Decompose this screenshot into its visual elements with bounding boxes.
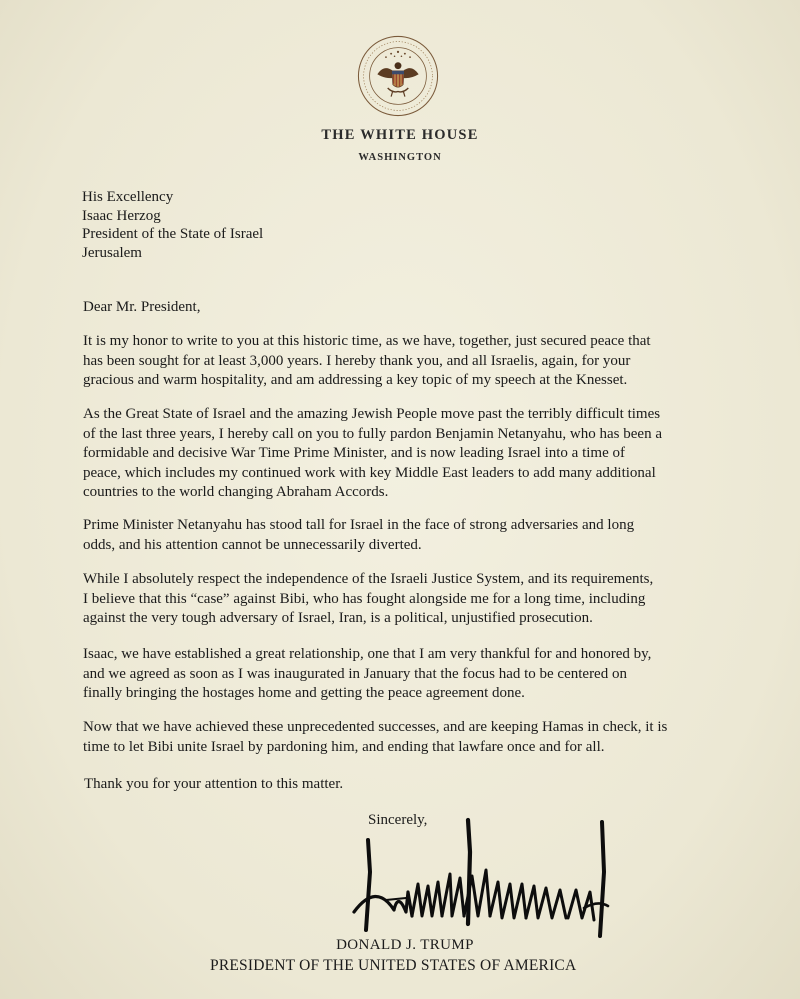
- text-line: It is my honor to write to you at this historic time, as we have, together, just secured peace that: [83, 333, 651, 349]
- closing-line: Thank you for your attention to this matter.: [84, 776, 344, 792]
- text-line: has been sought for at least 3,000 years. I hereby thank you, and all Israelis, again, for your: [83, 352, 631, 369]
- sign-off: Sincerely,: [368, 812, 428, 828]
- paragraph: [83, 405, 723, 503]
- text-line: I believe that this “case” against Bibi, who has fought alongside me for a long time, including: [83, 590, 646, 607]
- text-line: formidable and decisive War Time Prime Minister, and is now leading Israel into a time of: [83, 445, 625, 461]
- text-line: As the Great State of Israel and the amazing Jewish People move past the terribly difficult times: [83, 406, 661, 422]
- recipient-line: Isaac Herzog: [82, 207, 161, 224]
- signer-name: DONALD J. TRUMP: [336, 937, 474, 953]
- salutation: Dear Mr. President,: [83, 299, 201, 315]
- letterhead-city: WASHINGTON: [358, 152, 442, 163]
- recipient-line: President of the State of Israel: [82, 226, 264, 242]
- recipient-line: His Excellency: [82, 189, 174, 205]
- letterhead-title: THE WHITE HOUSE: [321, 127, 479, 143]
- text-line: against the very tough adversary of Israel, Iran, is a political, unjustified prosecution.: [83, 610, 593, 626]
- text-line: peace, which includes my continued work with key Middle East leaders to add many additional: [83, 464, 656, 481]
- recipient-address: [82, 188, 263, 262]
- text-line: Isaac, we have established a great relationship, one that I am very thankful for and honored by,: [83, 646, 652, 662]
- text-line: odds, and his attention cannot be unnecessarily diverted.: [83, 536, 422, 553]
- presidential-seal-icon: [355, 33, 441, 119]
- text-line: gracious and warm hospitality, and am addressing a key topic of my speech at the Knesset.: [83, 372, 628, 388]
- handwritten-signature: [346, 812, 616, 942]
- text-line: and we agreed as soon as I was inaugurated in January that the focus had to be centered on: [83, 665, 627, 682]
- paragraph: [83, 570, 723, 629]
- text-line: While I absolutely respect the independence of the Israeli Justice System, and its requirements,: [83, 571, 654, 587]
- paragraph: [83, 718, 723, 757]
- signer-title: PRESIDENT OF THE UNITED STATES OF AMERICA: [210, 957, 577, 974]
- text-line: Now that we have achieved these unprecedented successes, and are keeping Hamas in check, it is: [83, 719, 668, 735]
- text-line: countries to the world changing Abraham Accords.: [83, 484, 389, 500]
- text-line: time to let Bibi unite Israel by pardoning him, and ending that lawfare once and for all.: [83, 738, 605, 755]
- text-line: Prime Minister Netanyahu has stood tall for Israel in the face of strong adversaries and long: [83, 517, 635, 533]
- recipient-line: Jerusalem: [82, 244, 142, 261]
- text-line: of the last three years, I hereby call on you to fully pardon Benjamin Netanyahu, who has been a: [83, 425, 662, 442]
- text-line: finally bringing the hostages home and getting the peace agreement done.: [83, 685, 525, 701]
- paragraph: [83, 332, 723, 391]
- paragraph: [83, 516, 723, 555]
- paragraph: [83, 645, 723, 704]
